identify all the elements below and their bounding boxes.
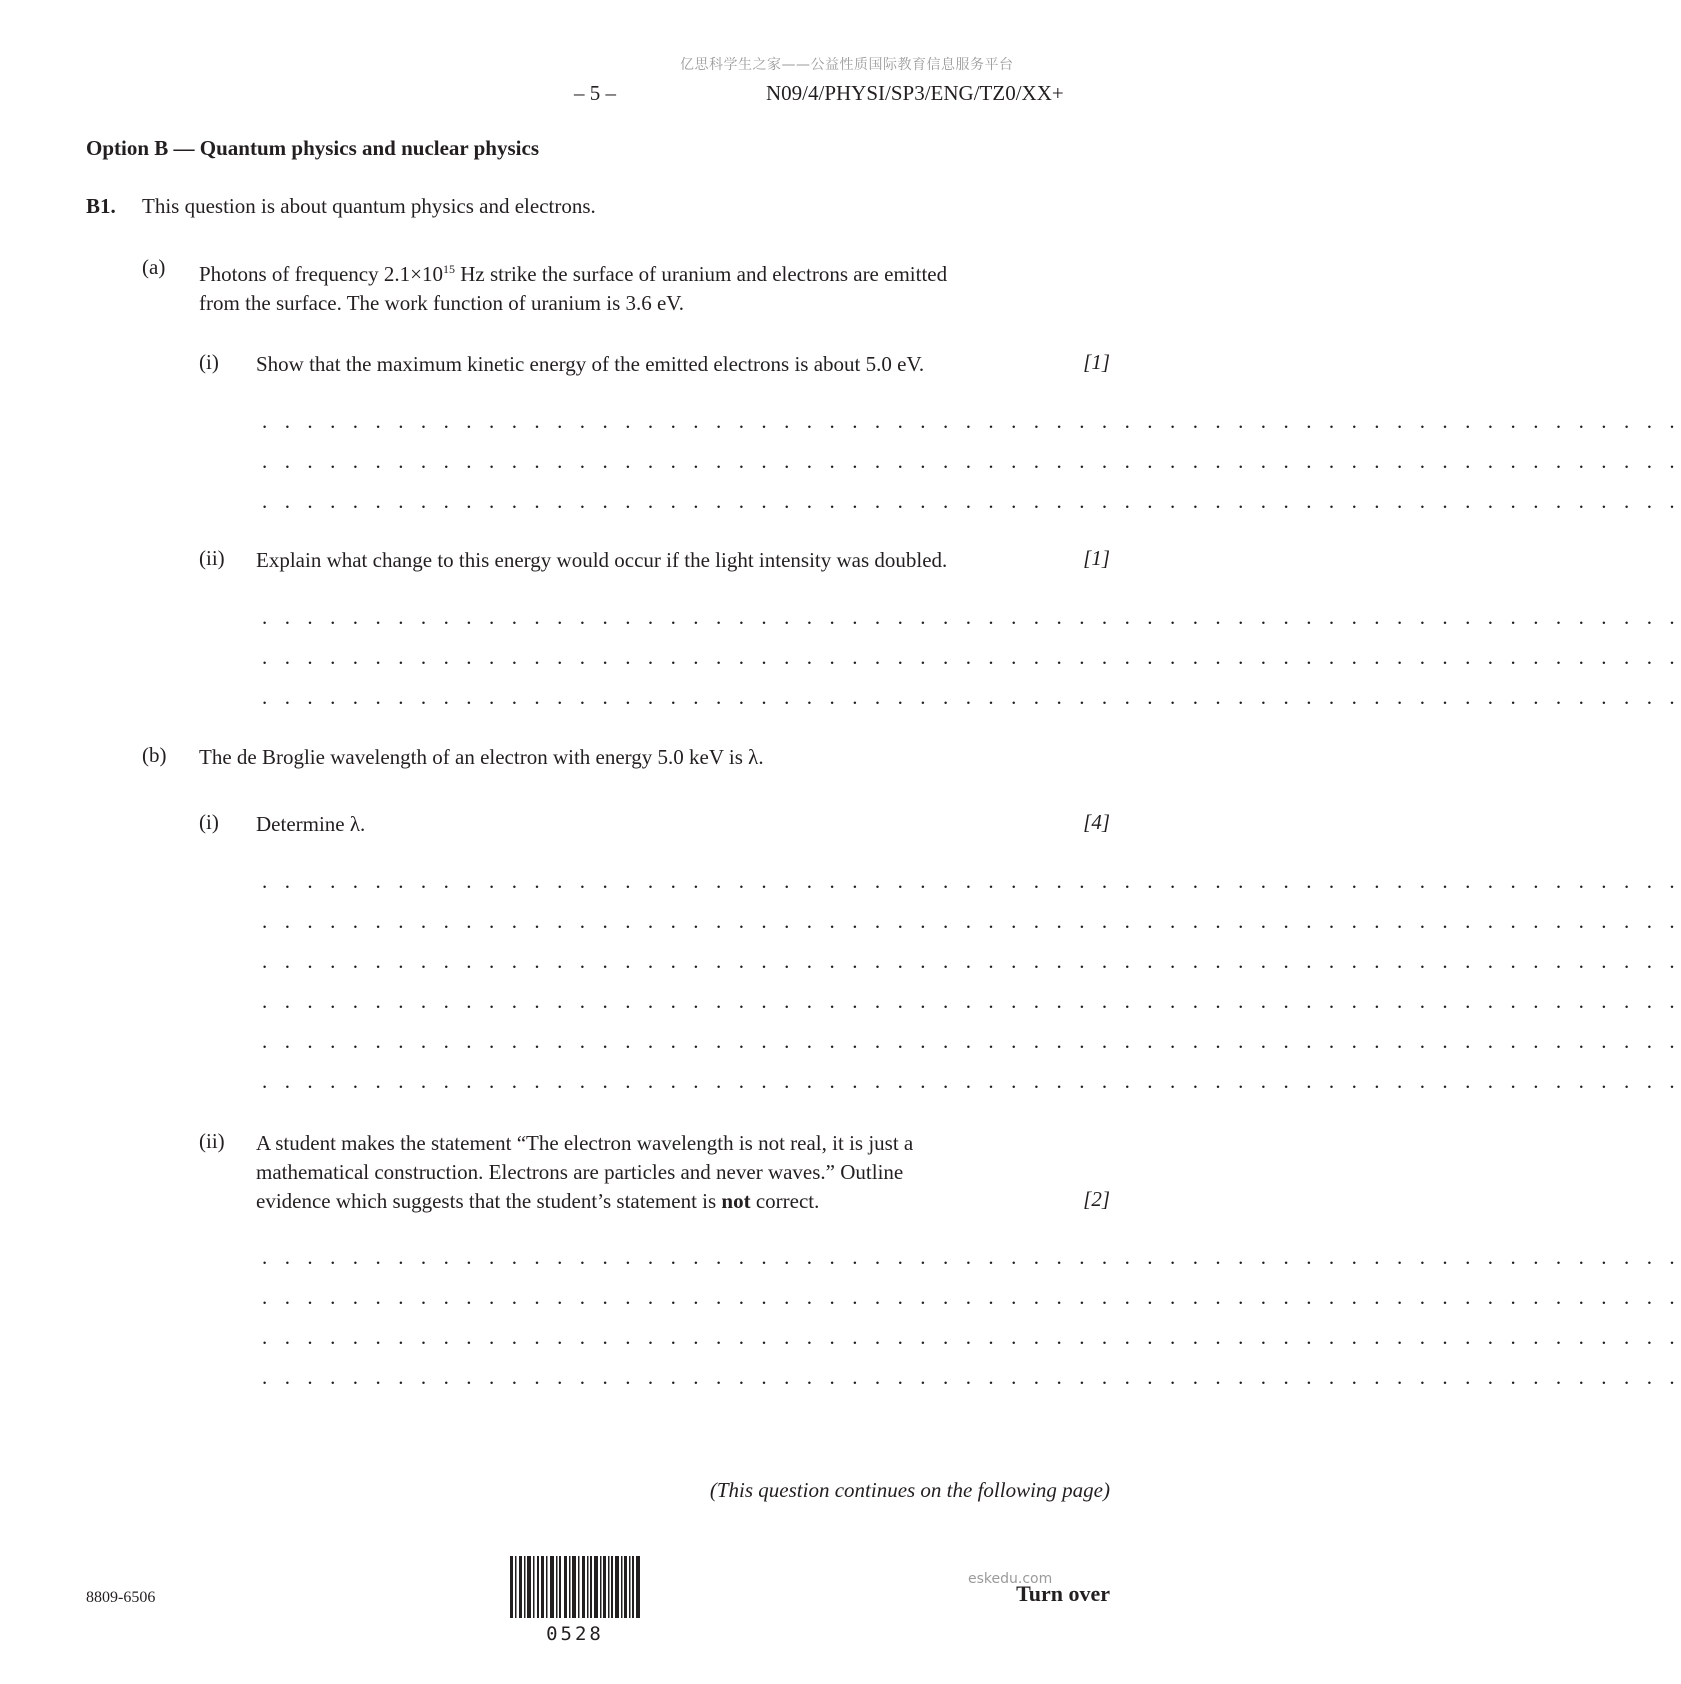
part-b-i-text: Determine λ. bbox=[256, 812, 366, 836]
part-b-ii-line2: mathematical construction. Electrons are particles and never waves.” Outline bbox=[256, 1160, 904, 1184]
answer-line[interactable]: . . . . . . . . . . . . . . . . . . . . . . . . . . . . . . . . . . . . . . . . . . . . . . . . . . . . . . . . . . . . . . . bbox=[262, 449, 1681, 473]
barcode-icon bbox=[510, 1556, 640, 1618]
answer-line[interactable]: . . . . . . . . . . . . . . . . . . . . . . . . . . . . . . . . . . . . . . . . . . . . . . . . . . . . . . . . . . . . . . . bbox=[262, 869, 1681, 893]
answer-line[interactable]: . . . . . . . . . . . . . . . . . . . . . . . . . . . . . . . . . . . . . . . . . . . . . . . . . . . . . . . . . . . . . . . bbox=[262, 605, 1681, 629]
answer-line[interactable]: . . . . . . . . . . . . . . . . . . . . . . . . . . . . . . . . . . . . . . . . . . . . . . . . . . . . . . . . . . . . . . . bbox=[262, 1029, 1681, 1053]
part-a-ii-text: Explain what change to this energy would occur if the light intensity was doubled. bbox=[256, 548, 948, 572]
part-a-label: (a) bbox=[142, 255, 166, 279]
part-b-ii-line3-pre: evidence which suggests that the student’s statement is bbox=[256, 1189, 722, 1213]
answer-line[interactable]: . . . . . . . . . . . . . . . . . . . . . . . . . . . . . . . . . . . . . . . . . . . . . . . . . . . . . . . . . . . . . . . bbox=[262, 909, 1681, 933]
part-b-ii-line3 bbox=[256, 1187, 1056, 1216]
section-title: Option B — Quantum physics and nuclear physics bbox=[86, 136, 539, 160]
turn-over: Turn over bbox=[1016, 1581, 1110, 1606]
watermark-top: 亿思科学生之家——公益性质国际教育信息服务平台 bbox=[680, 57, 1014, 73]
watermark-bottom: eskedu.com bbox=[968, 1571, 1053, 1587]
part-b-i-marks: [4] bbox=[1083, 810, 1110, 834]
part-a-ii-marks: [1] bbox=[1083, 546, 1110, 570]
part-a-i-marks: [1] bbox=[1083, 350, 1110, 374]
part-b-ii-line1: A student makes the statement “The electron wavelength is not real, it is just a bbox=[256, 1131, 914, 1155]
answer-line[interactable]: . . . . . . . . . . . . . . . . . . . . . . . . . . . . . . . . . . . . . . . . . . . . . . . . . . . . . . . . . . . . . . . bbox=[262, 1325, 1681, 1349]
part-b-ii-line3-post: correct. bbox=[750, 1189, 820, 1213]
part-a-i-label: (i) bbox=[199, 350, 219, 374]
part-b-ii-label: (ii) bbox=[199, 1129, 225, 1153]
answer-line[interactable]: . . . . . . . . . . . . . . . . . . . . . . . . . . . . . . . . . . . . . . . . . . . . . . . . . . . . . . . . . . . . . . . bbox=[262, 1069, 1681, 1093]
part-a-text-pre: Photons of frequency 2.1×10 bbox=[199, 262, 443, 286]
page-number: – 5 – bbox=[574, 81, 616, 105]
part-b-ii-line3-bold: not bbox=[721, 1189, 751, 1213]
answer-line[interactable]: . . . . . . . . . . . . . . . . . . . . . . . . . . . . . . . . . . . . . . . . . . . . . . . . . . . . . . . . . . . . . . . bbox=[262, 409, 1681, 433]
question-stem: This question is about quantum physics and electrons. bbox=[142, 194, 596, 218]
part-b-label: (b) bbox=[142, 743, 167, 767]
part-a-line2: from the surface. The work function of uranium is 3.6 eV. bbox=[199, 291, 685, 315]
answer-line[interactable]: . . . . . . . . . . . . . . . . . . . . . . . . . . . . . . . . . . . . . . . . . . . . . . . . . . . . . . . . . . . . . . . bbox=[262, 949, 1681, 973]
part-a-line1 bbox=[199, 255, 1054, 289]
part-a-exponent: 15 bbox=[442, 262, 455, 276]
answer-line[interactable]: . . . . . . . . . . . . . . . . . . . . . . . . . . . . . . . . . . . . . . . . . . . . . . . . . . . . . . . . . . . . . . . bbox=[262, 1285, 1681, 1309]
answer-line[interactable]: . . . . . . . . . . . . . . . . . . . . . . . . . . . . . . . . . . . . . . . . . . . . . . . . . . . . . . . . . . . . . . . bbox=[262, 1365, 1681, 1389]
barcode-number: 0528 bbox=[546, 1623, 604, 1645]
part-b-ii-marks: [2] bbox=[1083, 1187, 1110, 1211]
part-a-text bbox=[199, 255, 1054, 318]
part-b-i-label: (i) bbox=[199, 810, 219, 834]
continues-note: (This question continues on the following page) bbox=[709, 1478, 1110, 1502]
answer-line[interactable]: . . . . . . . . . . . . . . . . . . . . . . . . . . . . . . . . . . . . . . . . . . . . . . . . . . . . . . . . . . . . . . . bbox=[262, 645, 1681, 669]
answer-line[interactable]: . . . . . . . . . . . . . . . . . . . . . . . . . . . . . . . . . . . . . . . . . . . . . . . . . . . . . . . . . . . . . . . bbox=[262, 1245, 1681, 1269]
paper-code: N09/4/PHYSI/SP3/ENG/TZ0/XX+ bbox=[766, 81, 1064, 105]
answer-line[interactable]: . . . . . . . . . . . . . . . . . . . . . . . . . . . . . . . . . . . . . . . . . . . . . . . . . . . . . . . . . . . . . . . bbox=[262, 489, 1681, 513]
footer-code: 8809-6506 bbox=[86, 1589, 156, 1606]
answer-line[interactable]: . . . . . . . . . . . . . . . . . . . . . . . . . . . . . . . . . . . . . . . . . . . . . . . . . . . . . . . . . . . . . . . bbox=[262, 989, 1681, 1013]
part-a-text-post: Hz strike the surface of uranium and electrons are emitted bbox=[454, 262, 948, 286]
part-a-ii-label: (ii) bbox=[199, 546, 225, 570]
answer-line[interactable]: . . . . . . . . . . . . . . . . . . . . . . . . . . . . . . . . . . . . . . . . . . . . . . . . . . . . . . . . . . . . . . . bbox=[262, 685, 1681, 709]
part-b-text: The de Broglie wavelength of an electron with energy 5.0 keV is λ. bbox=[199, 745, 764, 769]
part-a-i-text: Show that the maximum kinetic energy of the emitted electrons is about 5.0 eV. bbox=[256, 352, 925, 376]
part-b-ii-text bbox=[256, 1129, 1056, 1216]
question-number: B1. bbox=[86, 194, 116, 218]
